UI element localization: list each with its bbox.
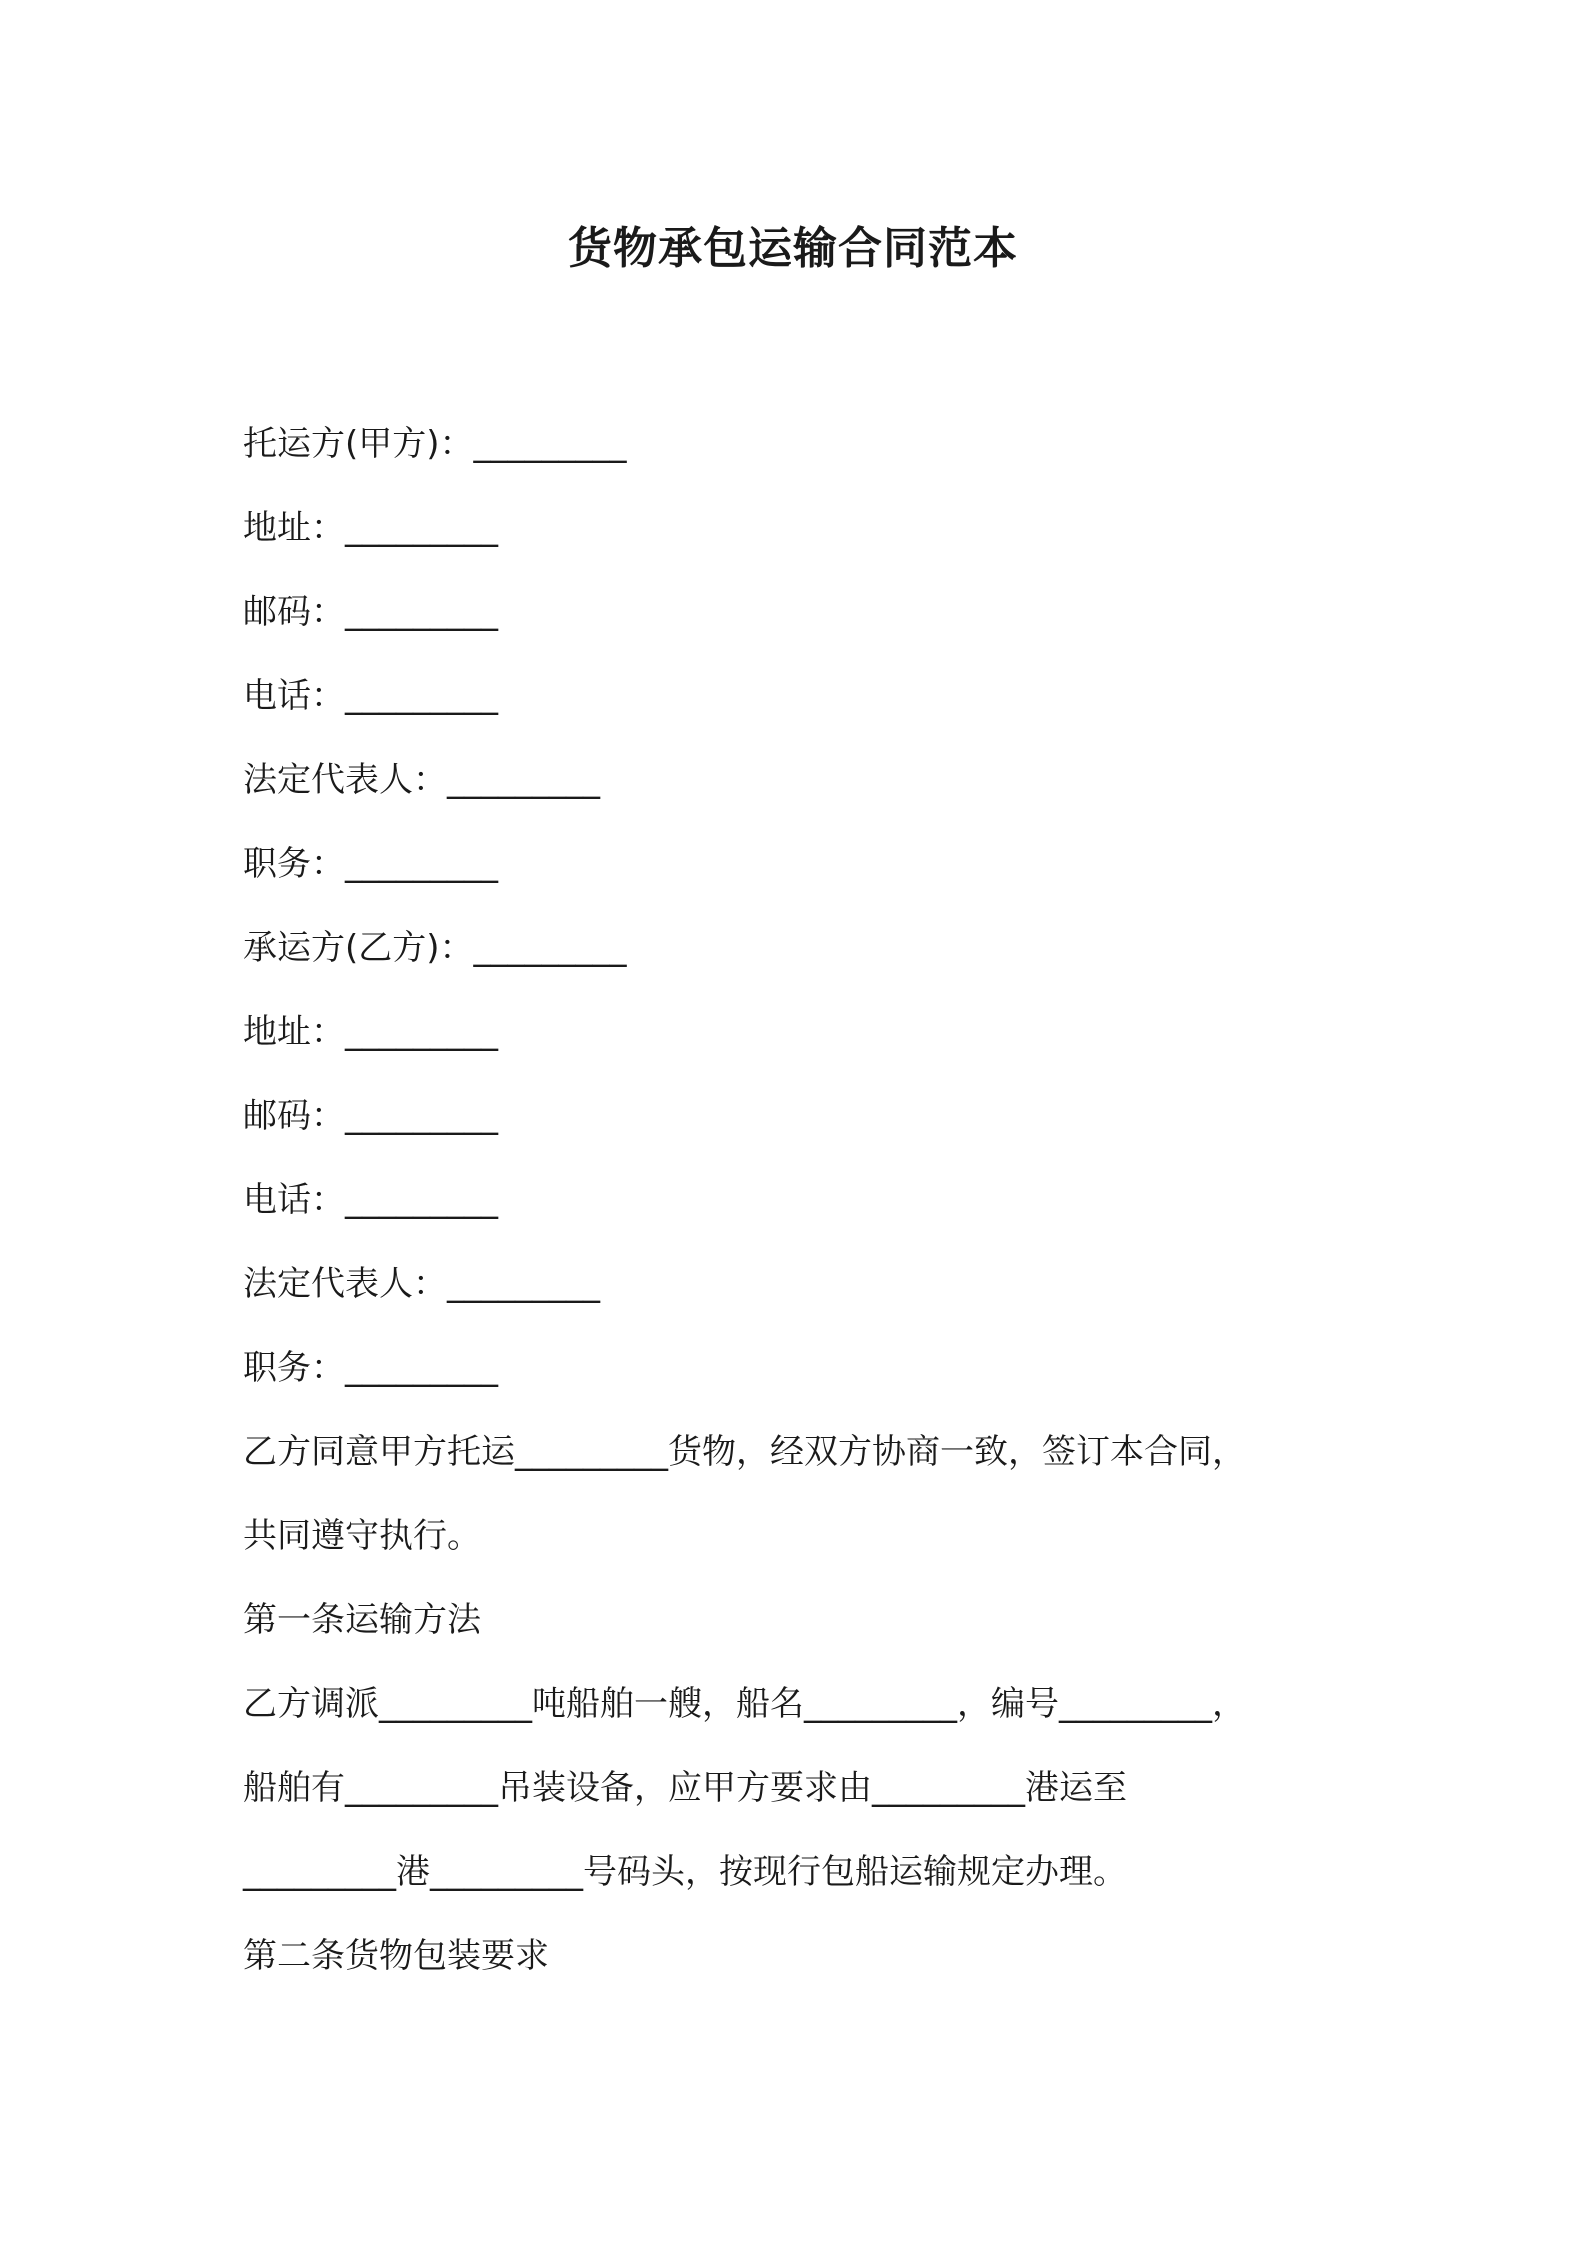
shipper-address-line: 地址：_________ bbox=[243, 508, 498, 548]
article-2-heading: 第二条货物包装要求 bbox=[243, 1936, 549, 1976]
carrier-name-line: 承运方(乙方)：_________ bbox=[243, 928, 627, 968]
page-title: 货物承包运输合同范本 bbox=[568, 223, 1018, 274]
article-1-paragraph-line-2: 船舶有_________吊装设备，应甲方要求由_________港运至 bbox=[243, 1768, 1127, 1808]
document-body bbox=[243, 402, 1393, 1998]
shipper-postcode-line: 邮码：_________ bbox=[243, 592, 498, 632]
shipper-phone-line: 电话：_________ bbox=[243, 676, 498, 716]
carrier-legal-rep-line: 法定代表人：_________ bbox=[243, 1264, 600, 1304]
carrier-postcode-line: 邮码：_________ bbox=[243, 1096, 498, 1136]
agreement-paragraph-line-1: 乙方同意甲方托运_________货物，经双方协商一致，签订本合同， bbox=[243, 1432, 1246, 1472]
article-1-heading: 第一条运输方法 bbox=[243, 1600, 481, 1640]
carrier-address-line: 地址：_________ bbox=[243, 1012, 498, 1052]
carrier-position-line: 职务：_________ bbox=[243, 1348, 498, 1388]
shipper-position-line: 职务：_________ bbox=[243, 844, 498, 884]
article-1-paragraph-line-1: 乙方调派_________吨船舶一艘，船名_________，编号_________， bbox=[243, 1684, 1246, 1724]
carrier-phone-line: 电话：_________ bbox=[243, 1180, 498, 1220]
shipper-legal-rep-line: 法定代表人：_________ bbox=[243, 760, 600, 800]
shipper-name-line: 托运方(甲方)：_________ bbox=[243, 424, 627, 464]
agreement-paragraph-line-2: 共同遵守执行。 bbox=[243, 1516, 481, 1556]
article-1-paragraph-line-3: _________港_________号码头，按现行包船运输规定办理。 bbox=[243, 1852, 1127, 1892]
